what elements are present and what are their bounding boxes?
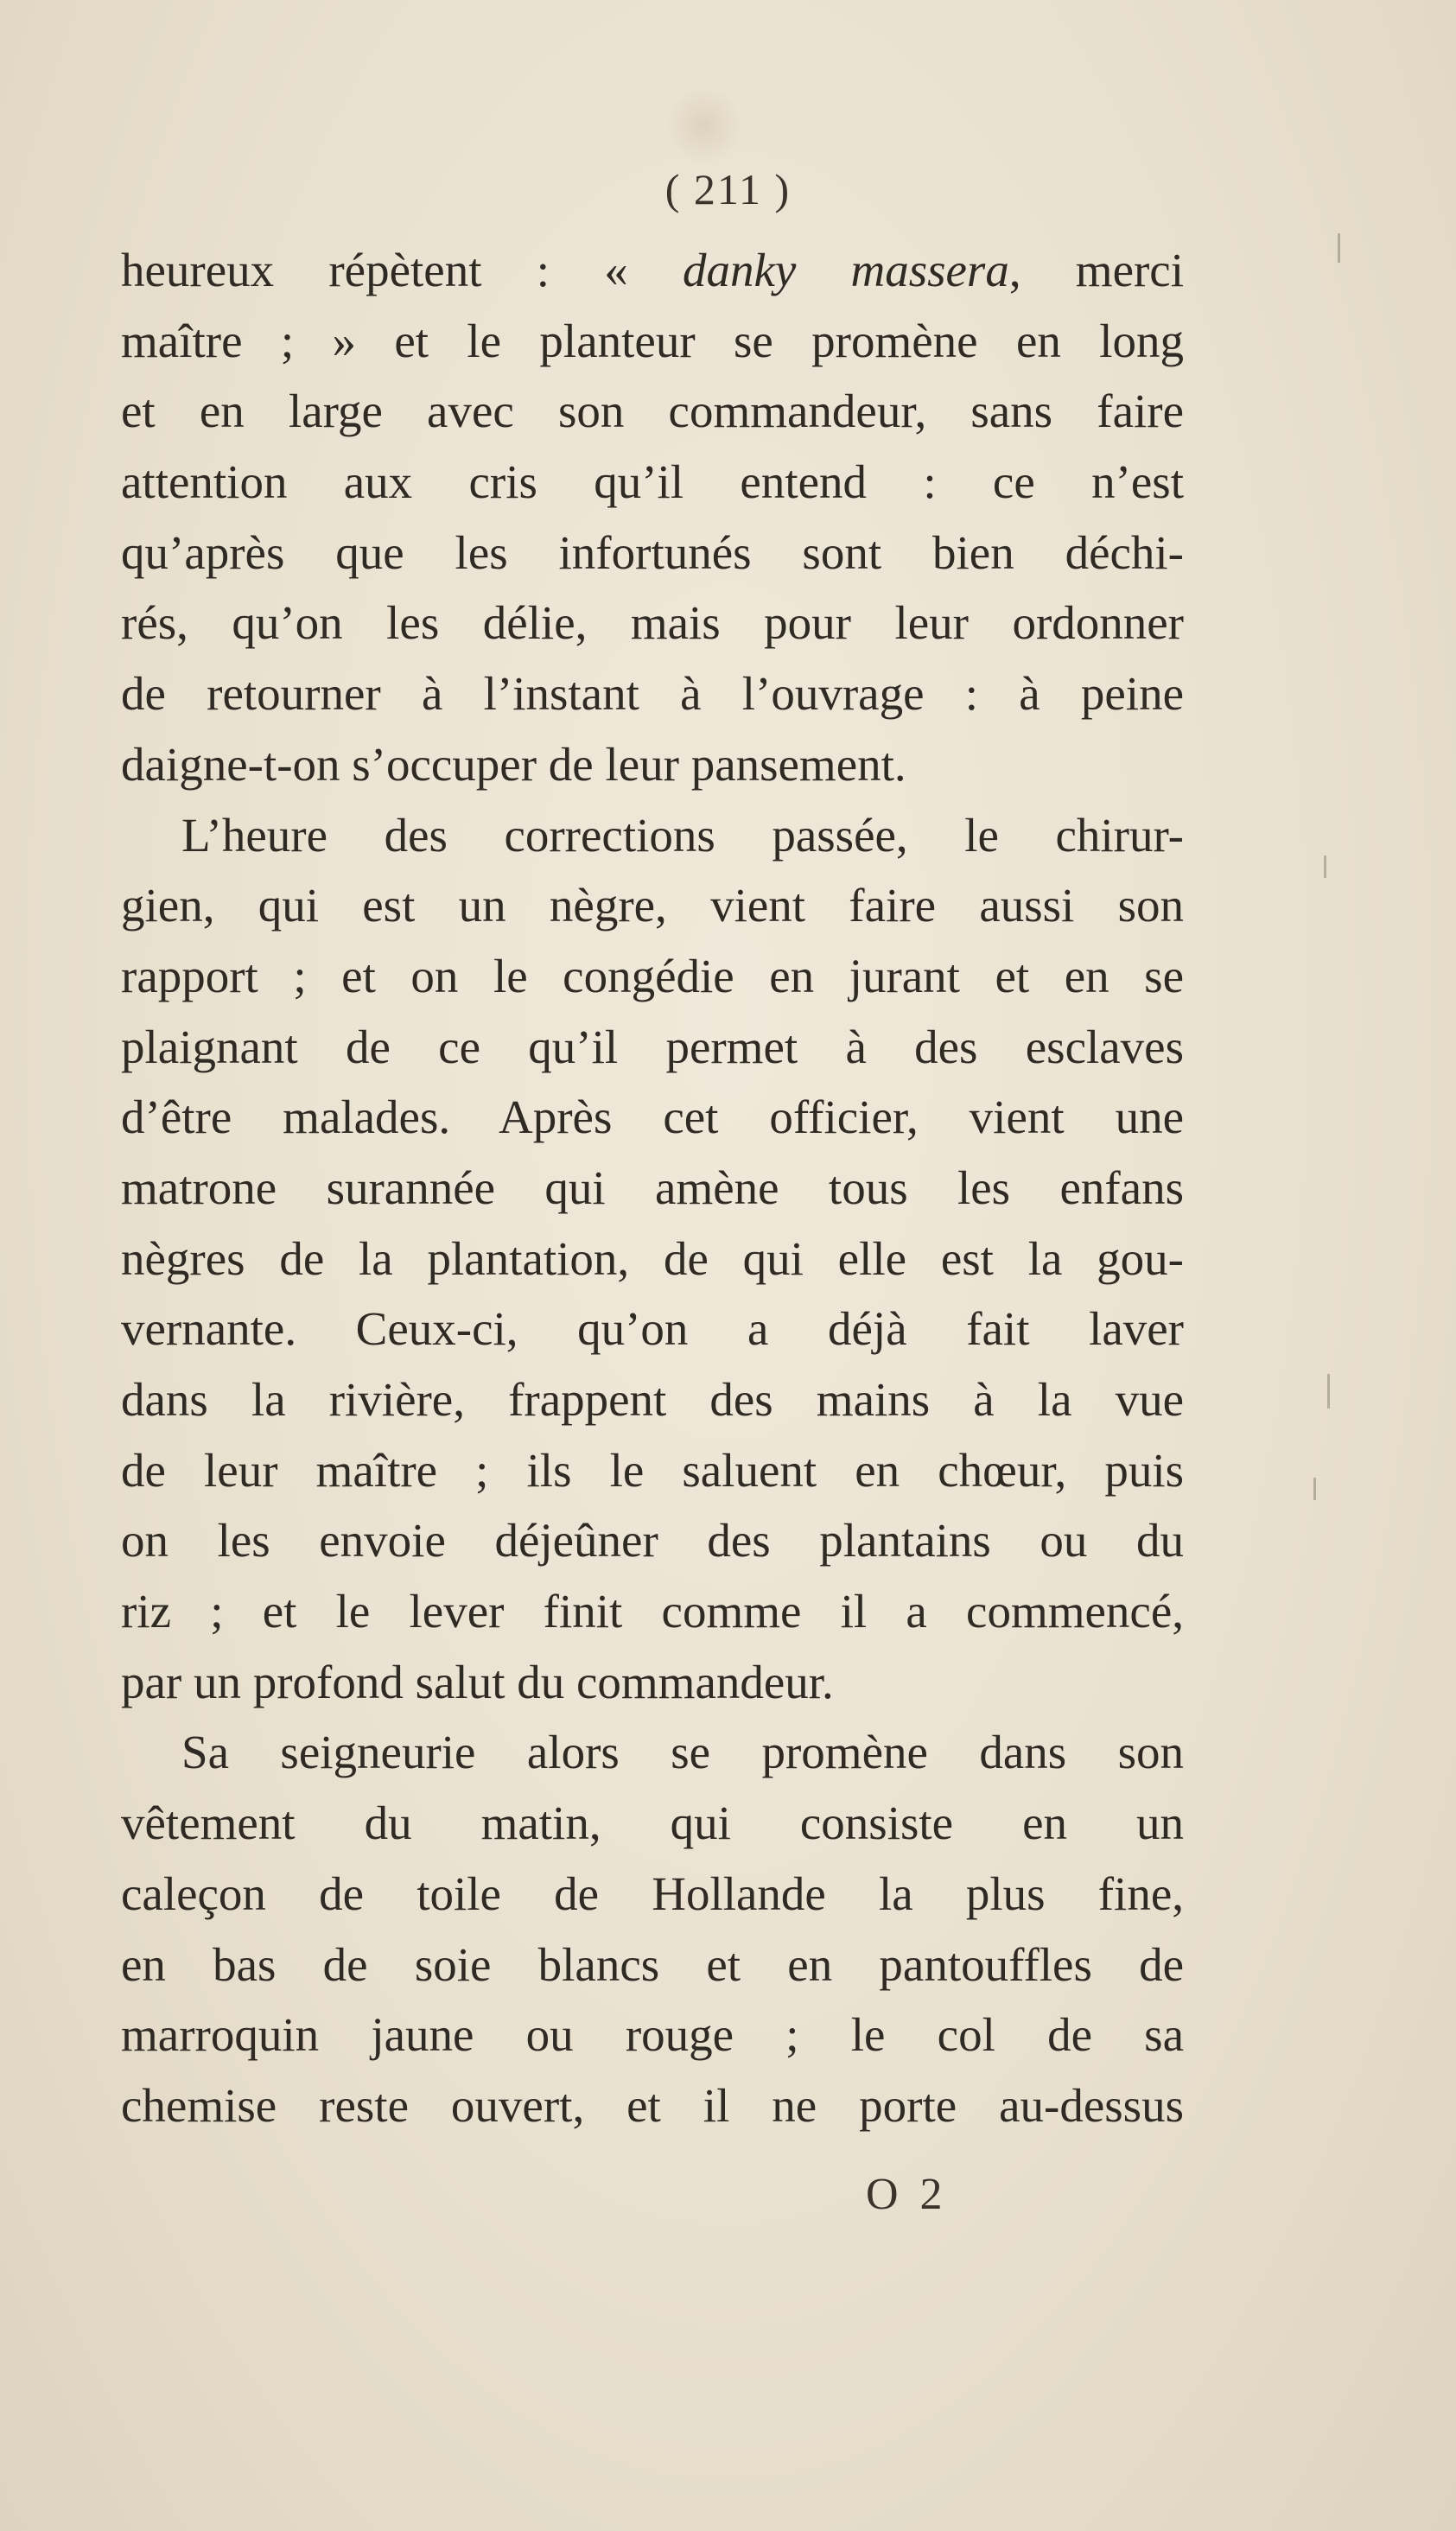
text-line: vêtement du matin, qui consiste en un	[121, 1797, 1184, 1850]
edge-mark	[1324, 855, 1326, 878]
text-line: daigne-t-on s’occuper de leur pansement.	[121, 737, 906, 791]
text-line: L’heure des corrections passée, le chirur-	[181, 808, 1184, 862]
text-line: marroquin jaune ou rouge ; le col de sa	[121, 2008, 1184, 2062]
body-text	[121, 235, 1184, 2141]
text-line: rapport ; et on le congédie en jurant et en se	[121, 949, 1184, 1002]
edge-mark	[1338, 233, 1340, 263]
text-line: gien, qui est un nègre, vient faire aussi son	[121, 879, 1184, 932]
text-line: vernante. Ceux-ci, qu’on a déjà fait laver	[121, 1302, 1184, 1356]
text-line: plaignant de ce qu’il permet à des esclaves	[121, 1020, 1184, 1073]
text-line: Sa seigneurie alors se promène dans son	[181, 1726, 1184, 1779]
text-line: on les envoie déjeûner des plantains ou du	[121, 1514, 1184, 1568]
page-number-header: ( 211 )	[664, 165, 792, 213]
text-line: attention aux cris qu’il entend : ce n’est	[121, 455, 1184, 509]
paper-stain	[665, 86, 743, 164]
text-line: nègres de la plantation, de qui elle est la gou-	[121, 1231, 1184, 1285]
text-line: de leur maître ; ils le saluent en chœur, puis	[121, 1443, 1184, 1497]
text-line: caleçon de toile de Hollande la plus fine,	[121, 1866, 1184, 1920]
edge-mark	[1313, 1478, 1316, 1500]
text-line: riz ; et le lever finit comme il a commencé,	[121, 1585, 1184, 1638]
text-line: rés, qu’on les délie, mais pour leur ordonner	[121, 596, 1184, 650]
text-line: dans la rivière, frappent des mains à la vue	[121, 1373, 1184, 1426]
text-line: chemise reste ouvert, et il ne porte au-dessus	[121, 2078, 1184, 2132]
italic-phrase: danky massera	[682, 244, 1009, 296]
text-line: de retourner à l’instant à l’ouvrage : à peine	[121, 667, 1184, 721]
text-line: en bas de soie blancs et en pantouffles de	[121, 1937, 1184, 1991]
signature-mark: O 2	[866, 2170, 948, 2219]
text-line: matrone surannée qui amène tous les enfans	[121, 1161, 1184, 1214]
edge-mark	[1327, 1374, 1330, 1409]
text-line: heureux répètent : « danky massera, merci	[121, 244, 1185, 296]
text-line: par un profond salut du commandeur.	[121, 1655, 834, 1708]
text-line: qu’après que les infortunés sont bien déchi-	[121, 525, 1184, 579]
text-line: et en large avec son commandeur, sans faire	[121, 385, 1184, 438]
text-line: d’être malades. Après cet officier, vient une	[121, 1091, 1184, 1144]
text-line: maître ; » et le planteur se promène en long	[121, 314, 1184, 367]
